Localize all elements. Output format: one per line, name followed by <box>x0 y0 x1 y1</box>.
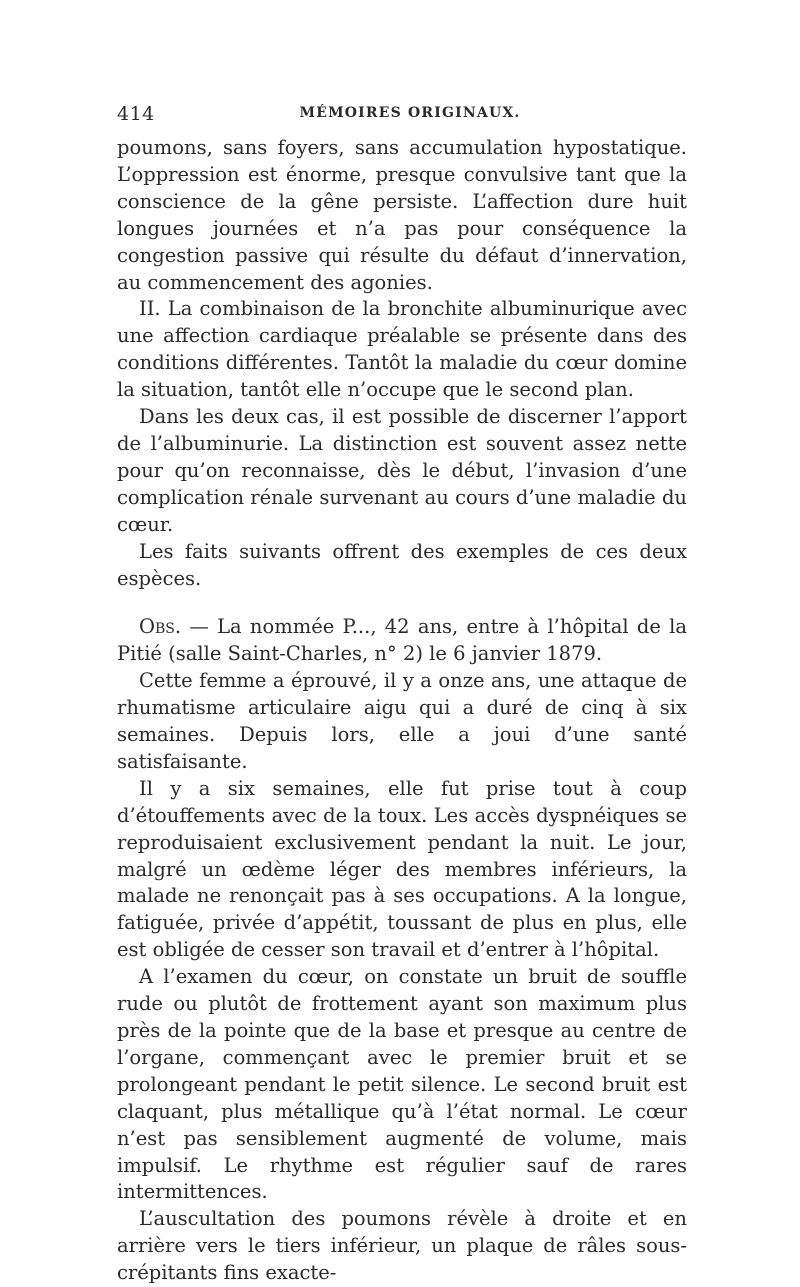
page-header <box>117 103 703 127</box>
paragraph-continuation: poumons, sans foyers, sans accumulation hypostatique. L’oppression est énorme, presque convulsive tant que la conscience de la gêne persiste. L’affection dure huit longues journées et n’a pas pour conséquence la congestion passive qui résulte du défaut d’innervation, au commencement des agonies. <box>117 136 687 294</box>
observation-label: Obs. <box>139 615 182 639</box>
paragraph: L’auscultation des poumons révèle à droite et en arrière vers le tiers inférieur, un plaque de râles sous-crépitants fins exacte- <box>117 1207 687 1285</box>
paragraph-section-ii: II. La combinaison de la bronchite albuminurique avec une affection cardiaque préalable se présente dans des conditions différentes. Tantôt la maladie du cœur domine la situation, tantôt elle n’occupe que le second plan. <box>117 297 687 402</box>
body-text <box>117 135 687 1287</box>
page-number: 414 <box>117 103 155 125</box>
observation-intro-text: — La nommée P..., 42 ans, entre à l’hôpital de la Pitié (salle Saint-Charles, n° 2) le 6 janvier 1879. <box>117 615 687 666</box>
paragraph: A l’examen du cœur, on constate un bruit de souffle rude ou plutôt de frottement ayant son maximum plus près de la pointe que de la base et presque au centre de l’organe, commençant avec le premier bruit et se prolongeant pendant le petit silence. Le second bruit est claquant, plus métallique qu’à l’état normal. Le cœur n’est pas sensiblement augmenté de volume, mais impulsif. Le rhythme est régulier sauf de rares intermittences. <box>117 965 687 1204</box>
observation-intro <box>117 614 687 668</box>
paragraph: Les faits suivants offrent des exemples de ces deux espèces. <box>117 539 687 590</box>
running-head: MÉMOIRES ORIGINAUX. <box>299 105 521 121</box>
paragraph: Dans les deux cas, il est possible de discerner l’apport de l’albuminurie. La distinction est souvent assez nette pour qu’on reconnaisse, dès le début, l’invasion d’une complication rénale survenant au cours d’une maladie du cœur. <box>117 405 687 536</box>
paragraph: Il y a six semaines, elle fut prise tout à coup d’étouffements avec de la toux. Les accès dyspnéiques se reproduisaient exclusivement pendant la nuit. Le jour, malgré un œdème léger des membres inférieurs, la malade ne renonçait pas à ses occupations. A la longue, fatiguée, privée d’appétit, toussant de plus en plus, elle est obligée de cesser son travail et d’entrer à l’hôpital. <box>117 776 687 962</box>
paragraph: Cette femme a éprouvé, il y a onze ans, une attaque de rhumatisme articulaire aigu qui a duré de cinq à six semaines. Depuis lors, elle a joui d’une santé satisfaisante. <box>117 669 687 773</box>
